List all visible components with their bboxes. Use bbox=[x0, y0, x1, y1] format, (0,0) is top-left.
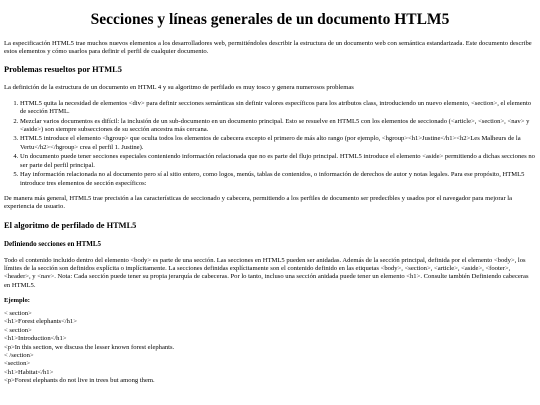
problems-list bbox=[4, 100, 536, 188]
list-item: 4. Un documento puede tener secciones especiales conteniendo información relacionada que no es parte del flujo principal. HTML5 introduce el elemento <aside> permitiendo a dichas secciones no ser parte del perfil principal. bbox=[20, 153, 536, 170]
list-item: 1. HTML5 quita la necesidad de elementos <div> para definir secciones semánticas sin definir valores específicos para los atributos class, introduciendo un nuevo elemento, <section>, el elemento de sección HTML. bbox=[20, 100, 536, 117]
list-item: 3. HTML5 introduce el elemento <hgroup> que oculta todos los elementos de cabecera excepto el primero de más alto rango (por ejemplo, <hgroup><h1>Justine</h1><h2>Les Malheurs de la Vertu</h2></hgroup> crea el perfil 1. Justine). bbox=[20, 135, 536, 152]
code-line: <h1>Introduction</h1> bbox=[4, 335, 67, 343]
page-title: Secciones y líneas generales de un documento HTLM5 bbox=[90, 11, 450, 28]
code-line: <section> bbox=[4, 360, 31, 368]
defining-sections-subheading: Definiendo secciones en HTML5 bbox=[4, 239, 102, 248]
algorithm-paragraph: Todo el contenido incluido dentro del elemento <body> es parte de una sección. Las secciones en HTML5 pueden ser anidadas. Además de la sección principal, definida por el elemento <body>, los límites de la sección son definidos explícita o implícitamente. La secciones definidas explícitamente son el contenido definido en las etiquetas <body>, <section>, <article>, <aside>, <footer>, <header>, y <nav>. Nota: Cada sección puede tener su propia jerarquía de cabeceras. Por lo tanto, incluso una sección anidada puede tener un elemento <h1>. Consulte también Definiendo cabeceras en HTML5. bbox=[4, 256, 529, 289]
problems-heading: Problemas resueltos por HTML5 bbox=[4, 65, 122, 75]
example-code-block bbox=[4, 310, 536, 386]
code-line: <h1>Forest elephants</h1> bbox=[4, 318, 77, 326]
code-line: < section> bbox=[4, 309, 32, 317]
problems-paragraph: La definición de la estructura de un documento en HTML 4 y su algoritmo de perfilado es muy tosco y genera numerosos problemas bbox=[4, 84, 354, 92]
intro-paragraph: La especificación HTML5 trae muchos nuevos elementos a los desarrolladores web, permitiéndoles describir la estructura de un documento web con semántica estandarizada. Este documento describe estos elementos y cómo usarlos para definir el perfil de cualquier documento. bbox=[4, 39, 532, 56]
code-line: <p>In this section, we discuss the lesser known forest elephants. bbox=[4, 343, 175, 351]
list-item: 2. Mezclar varios documentos es difícil: la inclusión de un sub-documento en un documento principal. Esto se resuelve en HTML5 con los elementos de seccionado (<article>, <section>, <nav> y <aside>) son siempre subsecciones de su sección ancestra más cercana. bbox=[20, 118, 536, 135]
example-label: Ejemplo: bbox=[4, 297, 31, 305]
code-line: < /section> bbox=[4, 351, 34, 359]
code-line: < section> bbox=[4, 326, 32, 334]
problems-closing-paragraph: De manera más general, HTML5 trae precisión a las características de seccionado y cabecera, permitiendo a los perfiles de documento ser predecibles y usados por el navegador para mejorar la experiencia de usuario. bbox=[4, 195, 513, 211]
list-item: 5. Hay información relacionada no al documento pero sí al sitio entero, como logos, menús, tablas de contenidos, o información de derechos de autor y notas legales. Para ese propósito, HTML5 introduce tres elementos de sección específicos: bbox=[20, 171, 536, 188]
algorithm-heading: El algoritmo de perfilado de HTML5 bbox=[4, 220, 137, 230]
code-line: <p>Forest elephants do not live in trees but among them. bbox=[4, 377, 155, 385]
code-line: <h1>Habitat</h1> bbox=[4, 368, 54, 376]
